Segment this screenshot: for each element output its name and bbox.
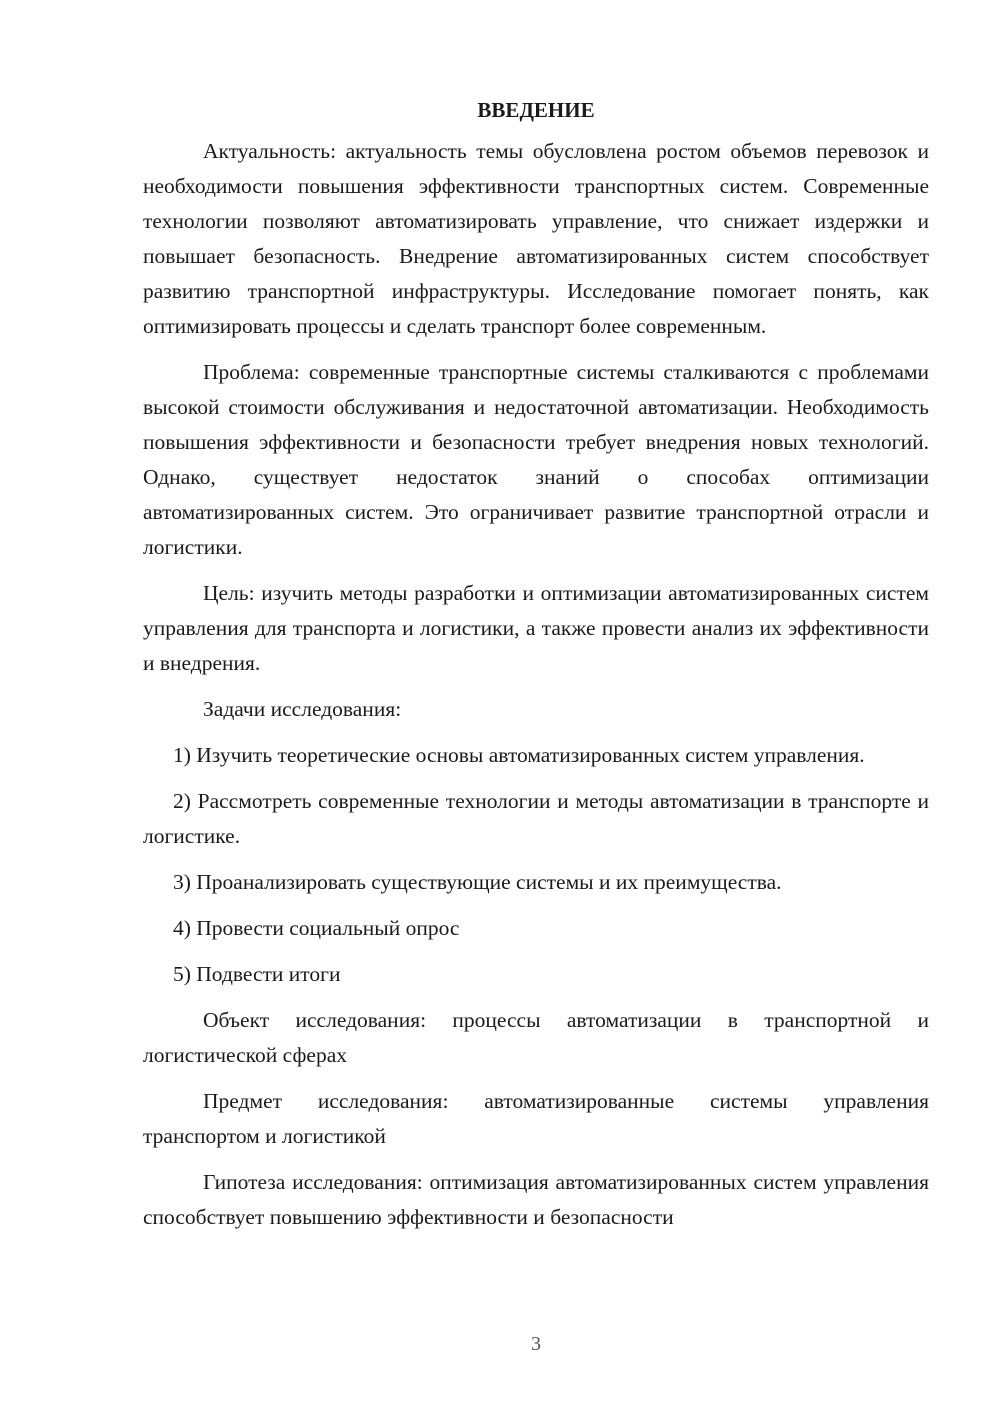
paragraph-problem: Проблема: современные транспортные системы сталкиваются с проблемами высокой стоимости обслуживания и недостаточной автоматизации. Необходимость повышения эффективности и безопасности требует внедрения новых технологий. Однако, существует недостаток знаний о способах оптимизации автоматизированных систем. Это ограничивает развитие транспортной отрасли и логистики. [143, 360, 929, 559]
page-title: ВВЕДЕНИЕ [477, 98, 595, 122]
list-item: 3) Проанализировать существующие системы и их преимущества. [173, 870, 782, 894]
document-body [143, 93, 929, 1246]
paragraph-relevance: Актуальность: актуальность темы обусловлена ростом объемов перевозок и необходимости повышения эффективности транспортных систем. Современные технологии позволяют автоматизировать управление, что снижает издержки и повышает безопасность. Внедрение автоматизированных систем способствует развитию транспортной инфраструктуры. Исследование помогает понять, как оптимизировать процессы и сделать транспорт более современным. [143, 139, 929, 338]
tasks-heading: Задачи исследования: [203, 697, 402, 721]
paragraph-goal: Цель: изучить методы разработки и оптимизации автоматизированных систем управления для транспорта и логистики, а также провести анализ их эффективности и внедрения. [143, 581, 929, 675]
list-item: 5) Подвести итоги [173, 962, 341, 986]
list-item: 2) Рассмотреть современные технологии и методы автоматизации в транспорте и логистике. [143, 789, 929, 848]
list-item: 4) Провести социальный опрос [173, 916, 460, 940]
list-item: 1) Изучить теоретические основы автоматизированных систем управления. [173, 743, 865, 767]
paragraph-object: Объект исследования: процессы автоматизации в транспортной и логистической сферах [143, 1008, 929, 1067]
page-number: 3 [531, 1333, 541, 1355]
paragraph-subject: Предмет исследования: автоматизированные системы управления транспортом и логистикой [143, 1089, 929, 1148]
paragraph-hypothesis: Гипотеза исследования: оптимизация автоматизированных систем управления способствует повышению эффективности и безопасности [143, 1170, 929, 1229]
